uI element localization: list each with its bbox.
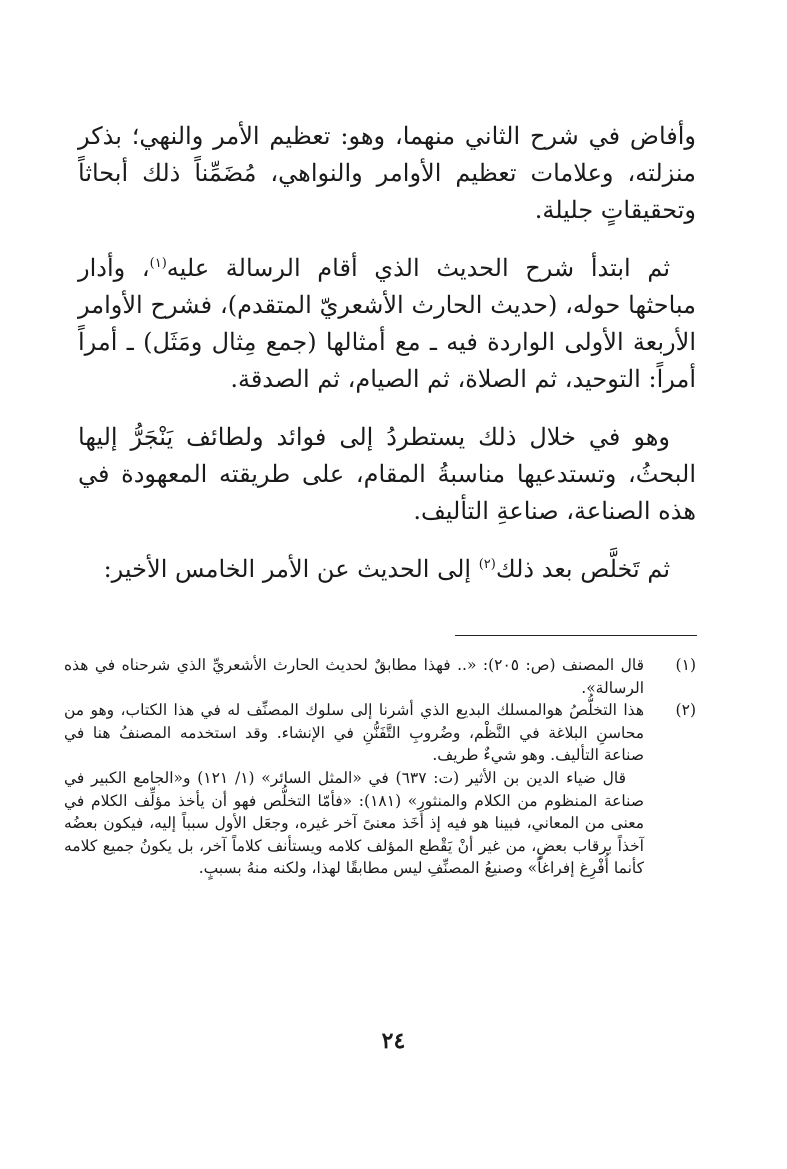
paragraph-1: وأفاض في شرح الثاني منهما، وهو: تعظيم الأمر والنهي؛ بذكر منزلته، وعلامات تعظيم الأوامر والنواهي، مُضَمِّناً ذلك أبحاثاً وتحقيقاتٍ جليلة.	[78, 122, 696, 224]
footnote-separator	[455, 635, 697, 636]
paragraph-2-text-b: ، وأدار مباحثها حوله، (حديث الحارث الأشعريّ المتقدم)، فشرح الأوامر الأربعة الأولى الواردة فيه ـ مع أمثالها (جمع مِثال ومَثَل) ـ أمراً أمراً: التوحيد، ثم الصلاة، ثم الصيام، ثم الصدقة.	[78, 254, 696, 393]
main-text	[78, 118, 696, 609]
footnote-1-number: (١)	[675, 656, 696, 674]
footnote-2-number: (٢)	[675, 701, 696, 720]
paragraph-3: وهو في خلال ذلك يستطردُ إلى فوائد ولطائف يَنْجَرُّ إليها البحثُ، وتستدعيها مناسبةُ المقام، على طريقته المعهودة في هذه الصناعة، صناعةِ التأليف.	[78, 423, 696, 525]
footnote-2	[64, 699, 696, 880]
footnote-1-text: قال المصنف (ص: ٢٠٥): «.. فهذا مطابقٌ لحديث الحارث الأشعريِّ الذي شرحناه في هذه الرسالة».	[64, 656, 644, 697]
footnote-2-paragraph-1: هذا التخلُّصُ هوالمسلك البديع الذي أشرنا إلى سلوك المصنِّف له في هذا الكتاب، وهو من محاسنِ البلاغة في النَّظْم، وضُروبِ التَّفَنُّنِ في الإنشاء. وقد استخدمه المصنفُ هنا في صناعة التأليف. وهو شيءٌ طريف.	[64, 701, 644, 765]
paragraph-4-text-a: ثم تَخلَّص بعد ذلك	[495, 555, 670, 583]
page-number: ٢٤	[381, 1028, 406, 1054]
footnote-ref-2[interactable]: (٢)	[478, 557, 496, 572]
footnote-2-paragraph-2: قال ضياء الدين بن الأثير (ت: ٦٣٧) في «المثل السائر» (١/ ١٢١) و«الجامع الكبير في صناعة المنظوم من الكلام والمنثور» (١٨١): «فأمّا التخلُّص فهو أن يأخذ مؤلِّف الكلام في معنى من المعاني، فبينا هو فيه إذ أَخَذ معنىً آخر غيره، وجعَل الأول سبباً إليه، فيكون بعضُه آخذاً برقاب بعضٍ، من غير أنْ يَقْطع المؤلف كلامه ويستأنف كلاماً آخر، بل يكونُ جميع كلامه كأنما أُفْرِغ إفراغاً» وصنيعُ المصنِّفِ ليس مطابقًا لهذا، ولكنه منهُ بسببٍ.	[64, 768, 644, 878]
paragraph-4-text-b: إلى الحديث عن الأمر الخامس الأخير:	[103, 555, 479, 583]
paragraph-2	[78, 250, 696, 398]
footnote-ref-1[interactable]: (١)	[149, 256, 167, 271]
paragraph-4	[78, 551, 696, 588]
footnote-1	[64, 654, 696, 699]
footnotes	[64, 654, 696, 880]
paragraph-2-text-a: ثم ابتدأ شرح الحديث الذي أقام الرسالة عليه	[166, 254, 670, 282]
